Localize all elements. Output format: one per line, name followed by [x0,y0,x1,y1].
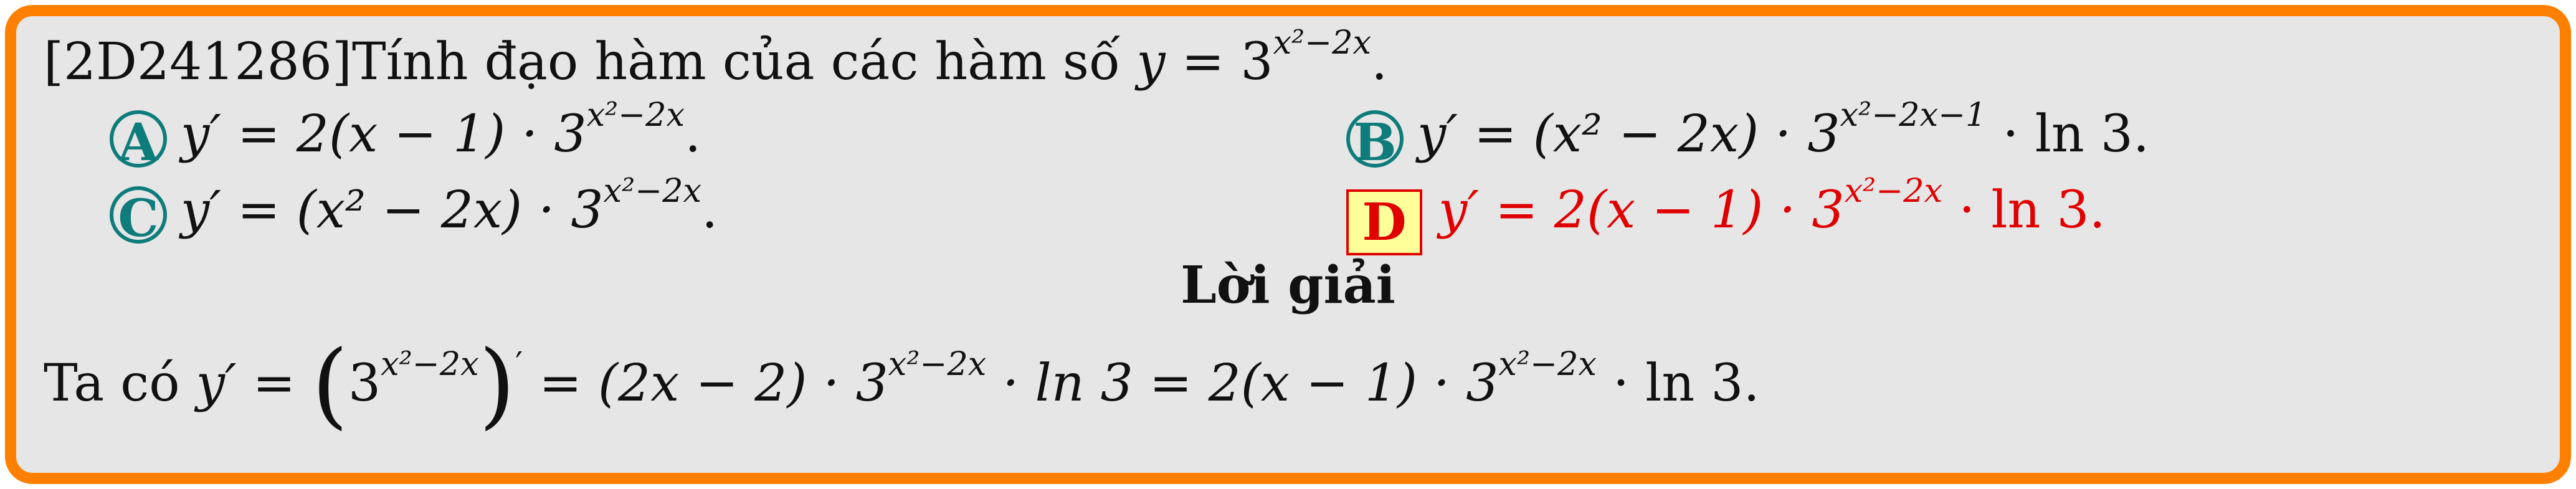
solution-heading: Lời giải [1181,255,1395,315]
option-a[interactable] [110,96,701,173]
solution-formula: $y' = (3^{x^2-2x})' = (2x - 2) \cdot 3^{x^2-2x} \cdot \ln 3 = 2(x - 1) \cdot 3^{x^2-2x} \cdot \ln 3$. [196,331,1760,439]
solution-text: Ta có $y' = (3^{x^2-2x})' = (2x - 2) \cdot 3^{x^2-2x} \cdot \ln 3 = 2(x - 1) \cdot 3^{x^2-2x} \cdot \ln 3$. [44,331,1760,439]
option-d-formula: $y' = 2(x - 1) \cdot 3^{x^2-2x} \cdot \ln 3$. [1438,172,2106,240]
option-a-formula: $y' = 2(x - 1) \cdot 3^{x^2-2x}$. [181,96,701,164]
question-text: Tính đạo hàm của các hàm số [351,32,1137,92]
option-c-marker[interactable]: C [110,186,167,244]
option-d-marker[interactable]: D [1346,189,1422,255]
question-stem: [2D241286]Tính đạo hàm của các hàm số $y = 3^{x^2-2x}$. [44,24,1388,92]
option-c[interactable] [110,172,718,249]
option-b-formula: $y' = (x^2 - 2x) \cdot 3^{x^2-2x-1} \cdot \ln 3$. [1417,96,2149,164]
option-d[interactable] [1346,172,2106,255]
option-b-marker[interactable]: B [1346,110,1404,168]
option-c-formula: $y' = (x^2 - 2x) \cdot 3^{x^2-2x}$. [181,172,718,240]
stem-function: $y = 3^{x^2-2x}$ [1136,24,1372,92]
option-a-marker[interactable]: A [110,110,167,168]
question-id: [2D241286] [44,32,352,92]
option-b[interactable] [1346,96,2149,173]
question-card [5,5,2571,484]
